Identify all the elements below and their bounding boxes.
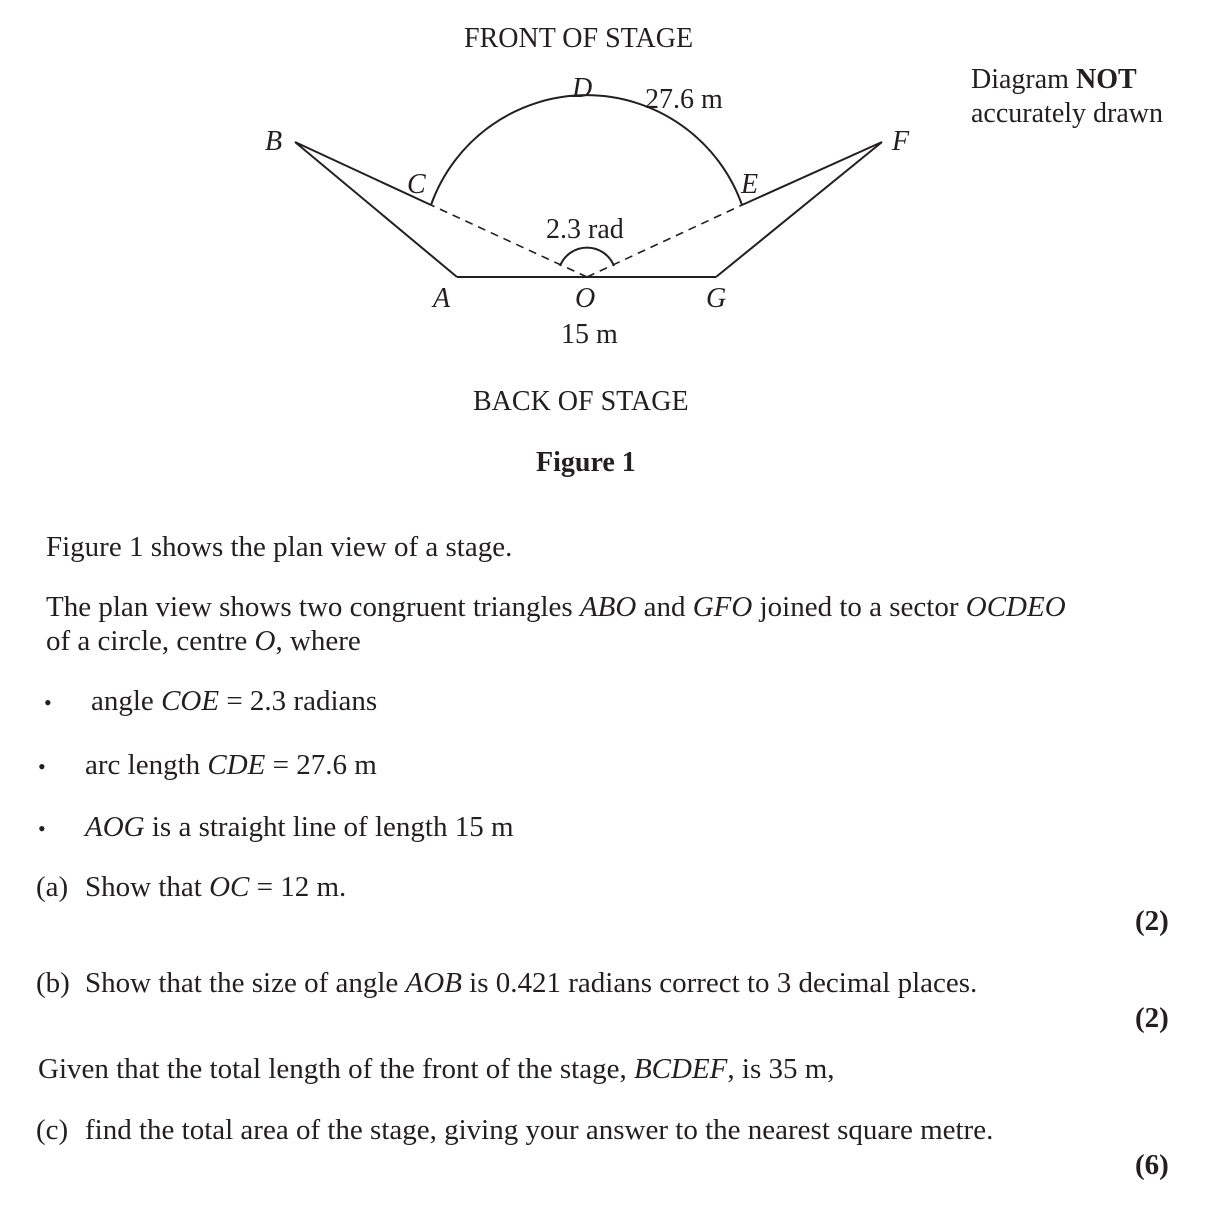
intro-text: joined to a sector: [752, 591, 966, 623]
point-e-label: E: [741, 169, 759, 200]
condition-text: = 27.6 m: [265, 749, 377, 781]
intro-line-3: [46, 624, 361, 659]
given-statement: [38, 1052, 835, 1087]
point-c-label: C: [407, 169, 426, 200]
given-text: Given that the total length of the front of the stage,: [38, 1053, 634, 1085]
part-var: OC: [209, 871, 250, 903]
point-a-label: A: [433, 283, 451, 314]
part-b-marks: (2): [1135, 1002, 1169, 1034]
intro-text: , where: [275, 625, 361, 657]
condition-2: [85, 748, 377, 783]
part-b-text: [85, 966, 977, 1001]
part-text: is 0.421 radians correct to 3 decimal places.: [461, 967, 978, 999]
part-text: Show that the size of angle: [85, 967, 406, 999]
figure-caption: Figure 1: [536, 447, 636, 478]
condition-text: angle: [91, 685, 162, 717]
part-b-label: (b): [36, 967, 70, 999]
angle-label: 2.3 rad: [546, 214, 624, 245]
point-b-label: B: [265, 126, 283, 157]
sector-ref: OCDEO: [965, 591, 1066, 623]
part-a-label: (a): [36, 871, 69, 903]
bullet-1-marker: •: [44, 690, 52, 715]
condition-1: [91, 684, 377, 719]
point-o-label: O: [575, 283, 596, 314]
triangle-abo-side: [295, 142, 457, 277]
base-length-label: 15 m: [561, 319, 618, 350]
condition-text: arc length: [85, 749, 208, 781]
part-c-text: find the total area of the stage, giving your answer to the nearest square metre.: [85, 1114, 994, 1146]
front-of-stage-label: FRONT OF STAGE: [464, 23, 694, 54]
back-of-stage-label: BACK OF STAGE: [473, 386, 689, 417]
centre-ref: O: [254, 625, 276, 657]
bullet-3-marker: •: [38, 816, 46, 841]
given-var: BCDEF: [633, 1053, 728, 1085]
intro-text: and: [636, 591, 693, 623]
part-c-label: (c): [36, 1114, 69, 1146]
part-a-marks: (2): [1135, 905, 1169, 937]
point-g-label: G: [706, 283, 727, 314]
intro-text: of a circle, centre: [46, 625, 255, 657]
angle-arc-coe: [560, 248, 614, 266]
point-f-label: F: [892, 126, 910, 157]
diagram-note-line2: accurately drawn: [971, 98, 1163, 129]
arc-length-label: 27.6 m: [645, 84, 723, 115]
condition-var: COE: [161, 685, 220, 717]
intro-line-2: [46, 590, 1066, 625]
part-text: Show that: [85, 871, 210, 903]
given-text: , is 35 m,: [727, 1053, 835, 1085]
part-a-text: [85, 870, 346, 905]
part-text: = 12 m.: [249, 871, 347, 903]
stage-diagram: [0, 0, 1214, 360]
condition-var: AOG: [85, 811, 145, 843]
triangle-gfo-ref: GFO: [692, 591, 753, 623]
bullet-2-marker: •: [38, 754, 46, 779]
part-c-marks: (6): [1135, 1149, 1169, 1181]
diagram-note-prefix: Diagram: [971, 64, 1069, 95]
part-var: AOB: [405, 967, 462, 999]
triangle-abo-ref: ABO: [579, 591, 637, 623]
point-d-label: D: [572, 73, 593, 104]
condition-text: = 2.3 radians: [219, 685, 378, 717]
condition-var: CDE: [207, 749, 266, 781]
intro-text: The plan view shows two congruent triangles: [46, 591, 580, 623]
diagram-note-not: NOT: [1075, 64, 1137, 95]
triangle-gfo-side: [716, 142, 882, 277]
condition-3: [85, 810, 514, 845]
intro-line-1: Figure 1 shows the plan view of a stage.: [46, 531, 513, 563]
condition-text: is a straight line of length 15 m: [144, 811, 514, 843]
